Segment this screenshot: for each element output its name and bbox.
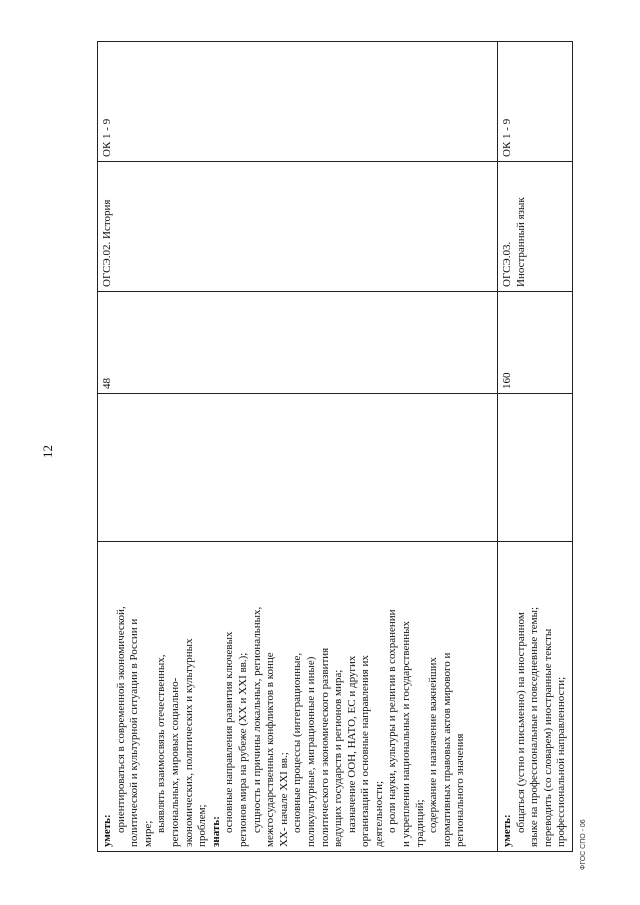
content-line: поликультурные, миграционные и иные) <box>304 656 317 847</box>
content-line: основные направления развития ключевых <box>223 631 236 833</box>
discipline-cell <box>498 162 573 292</box>
content-line: организаций и основные направления их <box>359 655 372 847</box>
content-line: о роли науки, культуры и религии в сохранении <box>386 609 399 833</box>
content-line: XX- начале XXI вв.; <box>277 752 290 847</box>
content-line: языке на профессиональные и повседневные темы; <box>528 606 541 847</box>
content-line: нормативных правовых актов мирового и <box>440 652 453 847</box>
rotated-table-container <box>97 42 568 852</box>
content-line: экономических, политических и культурных <box>182 638 195 847</box>
content-line: профессиональной направленности; <box>555 676 568 847</box>
content-line: содержание и назначение важнейших <box>427 657 440 833</box>
content-line: выявлять взаимосвязь отечественных, <box>155 654 168 833</box>
total-hours-cell <box>98 394 498 542</box>
content-line: уметь: <box>101 814 113 847</box>
table-row-foreign-language <box>498 42 573 852</box>
hours-cell: 48 <box>98 292 498 394</box>
content-line: переводить (со словарем) иностранные тексты <box>541 628 554 847</box>
page-number: 12 <box>40 445 55 458</box>
discipline-cell: ОГСЭ.02. История <box>98 162 498 292</box>
content-line: общаться (устно и письменно) на иностранном <box>514 612 527 833</box>
content-line: традиций; <box>413 799 426 847</box>
content-line: ведущих государств и регионов мира; <box>332 669 345 847</box>
content-line: регионов мира на рубеже (XX и XXI вв.); <box>236 652 249 847</box>
content-line: основные процессы (интеграционные, <box>291 652 304 833</box>
content-line: проблем; <box>196 804 209 847</box>
content-line: и укреплении национальных и государственных <box>400 620 413 847</box>
content-cell <box>98 542 498 852</box>
discipline-code: ОГСЭ.03. <box>501 241 513 287</box>
total-hours-cell <box>498 394 573 542</box>
content-line: уметь: <box>501 814 513 847</box>
discipline-title: Иностранный язык <box>514 197 527 287</box>
content-line: знать: <box>209 816 222 847</box>
hours-cell: 160 <box>498 292 573 394</box>
competencies-cell: ОК 1 - 9 <box>98 42 498 162</box>
footer-code: ФГОС СПО - 06 <box>580 819 587 870</box>
competencies-cell: ОК 1 - 9 <box>498 42 573 162</box>
content-line: сущность и причины локальных, региональных, <box>250 606 263 833</box>
content-line: политической и культурной ситуации в России и <box>128 618 141 847</box>
content-line: политического и экономического развития <box>318 647 331 847</box>
content-line: межгосударственных конфликтов в конце <box>264 652 277 847</box>
table-row-history <box>98 42 498 852</box>
content-line: региональных, мировых социально- <box>168 677 181 847</box>
content-line: регионального значения <box>454 733 467 847</box>
competency-table <box>97 41 573 852</box>
content-line: назначение ООН, НАТО, ЕС и других <box>345 655 358 833</box>
content-cell <box>498 542 573 852</box>
content-line: ориентироваться в современной экономической, <box>114 606 127 833</box>
content-line: деятельности; <box>372 780 385 847</box>
content-line: мире; <box>141 820 154 847</box>
